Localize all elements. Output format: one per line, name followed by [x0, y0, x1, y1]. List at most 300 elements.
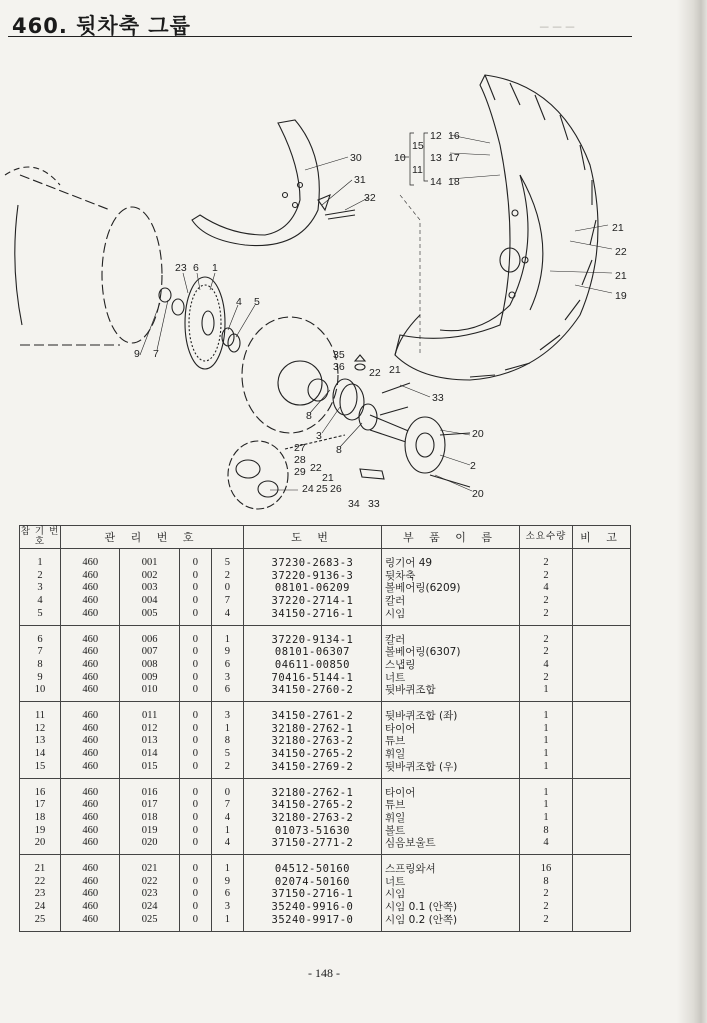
cell-quantity: 16: [519, 855, 572, 876]
callout-27: 27: [294, 442, 306, 454]
cell-check-b: 1: [211, 625, 243, 646]
table-row: [20, 735, 631, 748]
cell-quantity: 8: [519, 876, 572, 889]
cell-ref-no: 9: [20, 672, 61, 685]
table-row: [20, 837, 631, 854]
cell-check-b: 5: [211, 748, 243, 761]
cell-check-a: 0: [179, 855, 211, 876]
cell-check-b: 0: [211, 582, 243, 595]
cell-drawing-no: 32180-2762-1: [243, 723, 381, 736]
cell-quantity: 2: [519, 570, 572, 583]
cell-ref-no: 13: [20, 735, 61, 748]
table-row: [20, 855, 631, 876]
cell-quantity: 1: [519, 684, 572, 701]
callout-9: 9: [134, 348, 140, 360]
cell-quantity: 2: [519, 646, 572, 659]
cell-group-code: 460: [61, 659, 120, 672]
cell-part-name: 시임 0.1 (안쪽): [381, 901, 519, 914]
cell-item-code: 022: [120, 876, 179, 889]
cell-item-code: 010: [120, 684, 179, 701]
cell-ref-no: 11: [20, 702, 61, 723]
callout-29: 29: [294, 466, 306, 478]
cell-remarks: [572, 595, 630, 608]
cell-quantity: 1: [519, 799, 572, 812]
cell-drawing-no: 37220-9134-1: [243, 625, 381, 646]
cell-part-name: 볼베어링(6209): [381, 582, 519, 595]
cell-group-code: 460: [61, 799, 120, 812]
cell-group-code: 460: [61, 672, 120, 685]
cell-remarks: [572, 549, 630, 570]
cell-check-a: 0: [179, 825, 211, 838]
table-row: [20, 570, 631, 583]
callout-33-lower: 33: [368, 498, 380, 510]
housing-cover-drawing: [242, 317, 338, 433]
callout-34: 34: [348, 498, 360, 510]
callout-25: 25: [316, 483, 328, 495]
cell-check-a: 0: [179, 723, 211, 736]
cell-quantity: 2: [519, 608, 572, 625]
table-row: [20, 876, 631, 889]
cell-check-a: 0: [179, 914, 211, 931]
table-row: [20, 812, 631, 825]
cell-check-a: 0: [179, 646, 211, 659]
cell-drawing-no: 70416-5144-1: [243, 672, 381, 685]
exploded-parts-diagram: [0, 45, 640, 515]
cell-drawing-no: 01073-51630: [243, 825, 381, 838]
cell-group-code: 460: [61, 778, 120, 799]
callout-22-lower: 22: [310, 462, 322, 474]
cell-check-a: 0: [179, 672, 211, 685]
callout-31: 31: [354, 174, 366, 186]
table-row: [20, 646, 631, 659]
cell-check-b: 1: [211, 723, 243, 736]
table-row: [20, 672, 631, 685]
cell-remarks: [572, 761, 630, 778]
cell-quantity: 4: [519, 659, 572, 672]
cell-ref-no: 1: [20, 549, 61, 570]
cell-item-code: 025: [120, 914, 179, 931]
cell-group-code: 460: [61, 723, 120, 736]
cell-part-name: 튜브: [381, 735, 519, 748]
cell-check-a: 0: [179, 812, 211, 825]
cell-group-code: 460: [61, 812, 120, 825]
table-header-row: [20, 526, 631, 549]
cell-part-name: 타이어: [381, 778, 519, 799]
cell-check-a: 0: [179, 837, 211, 854]
cell-drawing-no: 08101-06209: [243, 582, 381, 595]
cell-quantity: 8: [519, 825, 572, 838]
cell-drawing-no: 37150-2716-1: [243, 888, 381, 901]
cell-check-b: 4: [211, 812, 243, 825]
cell-remarks: [572, 901, 630, 914]
cell-remarks: [572, 646, 630, 659]
cell-group-code: 460: [61, 582, 120, 595]
callout-13: 13: [430, 152, 442, 164]
cell-group-code: 460: [61, 837, 120, 854]
cell-part-name: 튜브: [381, 799, 519, 812]
cell-group-code: 460: [61, 684, 120, 701]
cell-group-code: 460: [61, 570, 120, 583]
callout-21-upper: 21: [612, 222, 624, 234]
cell-remarks: [572, 684, 630, 701]
cell-check-a: 0: [179, 582, 211, 595]
cell-group-code: 460: [61, 914, 120, 931]
wheel-weight-drawing: [192, 120, 355, 246]
cell-check-a: 0: [179, 901, 211, 914]
cell-check-a: 0: [179, 570, 211, 583]
cell-ref-no: 17: [20, 799, 61, 812]
cell-check-a: 0: [179, 659, 211, 672]
cell-group-code: 460: [61, 595, 120, 608]
cell-item-code: 021: [120, 855, 179, 876]
header-part-name: 부 품 이 름: [381, 526, 519, 549]
cell-item-code: 023: [120, 888, 179, 901]
cell-ref-no: 15: [20, 761, 61, 778]
cell-check-a: 0: [179, 761, 211, 778]
cell-quantity: 1: [519, 761, 572, 778]
cell-group-code: 460: [61, 646, 120, 659]
cell-remarks: [572, 837, 630, 854]
cell-part-name: 칼러: [381, 625, 519, 646]
cell-item-code: 008: [120, 659, 179, 672]
cell-group-code: 460: [61, 608, 120, 625]
cell-check-b: 4: [211, 608, 243, 625]
cell-item-code: 011: [120, 702, 179, 723]
callout-5: 5: [254, 296, 260, 308]
cell-quantity: 4: [519, 837, 572, 854]
cell-item-code: 002: [120, 570, 179, 583]
cell-item-code: 003: [120, 582, 179, 595]
cell-quantity: 1: [519, 812, 572, 825]
cell-remarks: [572, 702, 630, 723]
cell-ref-no: 12: [20, 723, 61, 736]
table-row: [20, 825, 631, 838]
callout-3: 3: [316, 430, 322, 442]
cell-remarks: [572, 825, 630, 838]
cell-check-a: 0: [179, 735, 211, 748]
cell-check-b: 6: [211, 684, 243, 701]
cell-item-code: 014: [120, 748, 179, 761]
cell-check-a: 0: [179, 778, 211, 799]
cell-remarks: [572, 812, 630, 825]
cell-quantity: 1: [519, 702, 572, 723]
cell-check-a: 0: [179, 748, 211, 761]
table-row: [20, 888, 631, 901]
cell-check-b: 3: [211, 901, 243, 914]
table-row: [20, 761, 631, 778]
header-drawing-no: 도 번: [243, 526, 381, 549]
cell-drawing-no: 35240-9917-0: [243, 914, 381, 931]
cell-drawing-no: 35240-9916-0: [243, 901, 381, 914]
cell-check-b: 5: [211, 549, 243, 570]
cell-drawing-no: 37230-2683-3: [243, 549, 381, 570]
table-row: [20, 625, 631, 646]
cell-ref-no: 21: [20, 855, 61, 876]
table-row: [20, 914, 631, 931]
cell-part-name: 칼러: [381, 595, 519, 608]
cell-part-name: 뒷차축: [381, 570, 519, 583]
cell-check-b: 7: [211, 595, 243, 608]
cell-part-name: 너트: [381, 672, 519, 685]
cell-group-code: 460: [61, 876, 120, 889]
callout-20-upper: 20: [472, 428, 484, 440]
callout-18: 18: [448, 176, 460, 188]
cell-quantity: 1: [519, 748, 572, 761]
cell-check-b: 2: [211, 570, 243, 583]
cell-item-code: 020: [120, 837, 179, 854]
cell-item-code: 017: [120, 799, 179, 812]
cell-quantity: 1: [519, 735, 572, 748]
cell-quantity: 2: [519, 888, 572, 901]
tire-wheel-drawing: [395, 75, 598, 380]
cell-part-name: 심음보울트: [381, 837, 519, 854]
cell-ref-no: 19: [20, 825, 61, 838]
cell-drawing-no: 02074-50160: [243, 876, 381, 889]
cell-ref-no: 5: [20, 608, 61, 625]
cell-drawing-no: 34150-2765-2: [243, 799, 381, 812]
cell-check-b: 0: [211, 778, 243, 799]
cell-ref-no: 23: [20, 888, 61, 901]
cell-check-a: 0: [179, 684, 211, 701]
cell-item-code: 018: [120, 812, 179, 825]
cell-item-code: 013: [120, 735, 179, 748]
cell-ref-no: 10: [20, 684, 61, 701]
cell-part-name: 너트: [381, 876, 519, 889]
cell-item-code: 007: [120, 646, 179, 659]
cell-remarks: [572, 778, 630, 799]
cell-part-name: 시임 0.2 (안쪽): [381, 914, 519, 931]
cell-quantity: 2: [519, 595, 572, 608]
cell-ref-no: 16: [20, 778, 61, 799]
cell-drawing-no: 37220-2714-1: [243, 595, 381, 608]
page-title: 460. 뒷차축 그룹: [12, 14, 191, 38]
ring-gear-drawing: [159, 277, 240, 369]
cell-check-b: 2: [211, 761, 243, 778]
cell-part-name: 휘일: [381, 812, 519, 825]
table-row: [20, 659, 631, 672]
cell-drawing-no: 04611-00850: [243, 659, 381, 672]
cell-ref-no: 20: [20, 837, 61, 854]
table-row: [20, 748, 631, 761]
cell-ref-no: 4: [20, 595, 61, 608]
cell-check-a: 0: [179, 549, 211, 570]
callout-labels: [134, 130, 627, 510]
table-row: [20, 608, 631, 625]
cell-drawing-no: 34150-2765-2: [243, 748, 381, 761]
cell-quantity: 2: [519, 625, 572, 646]
callout-16: 16: [448, 130, 460, 142]
table-row: [20, 799, 631, 812]
callout-12: 12: [430, 130, 442, 142]
parts-table: [19, 525, 631, 932]
cell-group-code: 460: [61, 748, 120, 761]
cell-remarks: [572, 723, 630, 736]
cell-item-code: 005: [120, 608, 179, 625]
cell-group-code: 460: [61, 901, 120, 914]
callout-10: 10: [394, 152, 406, 164]
callout-21-lower: 21: [615, 270, 627, 282]
cell-part-name: 볼베어링(6307): [381, 646, 519, 659]
cell-remarks: [572, 855, 630, 876]
cell-drawing-no: 34150-2769-2: [243, 761, 381, 778]
cell-drawing-no: 34150-2716-1: [243, 608, 381, 625]
callout-8-lower: 8: [336, 444, 342, 456]
cell-item-code: 006: [120, 625, 179, 646]
cell-part-name: 스냅링: [381, 659, 519, 672]
cell-check-b: 6: [211, 659, 243, 672]
callout-36: 36: [333, 361, 345, 373]
cell-part-name: 뒷바퀴조합 (좌): [381, 702, 519, 723]
header-quantity: 소요수량: [519, 526, 572, 549]
cell-part-name: 스프링와셔: [381, 855, 519, 876]
cell-item-code: 019: [120, 825, 179, 838]
callout-24: 24: [302, 483, 314, 495]
callout-20-lower: 20: [472, 488, 484, 500]
page-edge-shadow: [677, 0, 707, 1023]
bleed-through-mark: ─ ─ ─: [540, 20, 575, 36]
callout-1: 1: [212, 262, 218, 274]
cell-item-code: 024: [120, 901, 179, 914]
cell-item-code: 015: [120, 761, 179, 778]
cell-group-code: 460: [61, 761, 120, 778]
callout-17: 17: [448, 152, 460, 164]
cell-drawing-no: 34150-2761-2: [243, 702, 381, 723]
table-row: [20, 595, 631, 608]
cell-remarks: [572, 672, 630, 685]
cell-ref-no: 7: [20, 646, 61, 659]
cell-check-b: 1: [211, 914, 243, 931]
table-row: [20, 723, 631, 736]
title-underline: [8, 36, 632, 37]
cell-quantity: 2: [519, 549, 572, 570]
cell-remarks: [572, 748, 630, 761]
callout-30: 30: [350, 152, 362, 164]
callout-2: 2: [470, 460, 476, 472]
table-row: [20, 684, 631, 701]
cell-group-code: 460: [61, 888, 120, 901]
cell-remarks: [572, 914, 630, 931]
callout-26: 26: [330, 483, 342, 495]
cell-item-code: 004: [120, 595, 179, 608]
header-remarks: 비 고: [572, 526, 630, 549]
cell-check-b: 3: [211, 702, 243, 723]
cell-check-b: 8: [211, 735, 243, 748]
cell-group-code: 460: [61, 702, 120, 723]
cell-check-a: 0: [179, 876, 211, 889]
cell-check-b: 9: [211, 646, 243, 659]
cell-remarks: [572, 876, 630, 889]
callout-22-right: 22: [615, 246, 627, 258]
cell-drawing-no: 34150-2760-2: [243, 684, 381, 701]
callout-32: 32: [364, 192, 376, 204]
cell-ref-no: 3: [20, 582, 61, 595]
callout-14: 14: [430, 176, 442, 188]
callout-6: 6: [193, 262, 199, 274]
cell-remarks: [572, 608, 630, 625]
cell-drawing-no: 08101-06307: [243, 646, 381, 659]
cell-check-a: 0: [179, 799, 211, 812]
cell-part-name: 뒷바퀴조합: [381, 684, 519, 701]
cell-check-a: 0: [179, 888, 211, 901]
callout-22-mid: 22: [369, 367, 381, 379]
cell-check-a: 0: [179, 702, 211, 723]
cell-part-name: 타이어: [381, 723, 519, 736]
cell-remarks: [572, 570, 630, 583]
cell-part-name: 링기어 49: [381, 549, 519, 570]
cell-group-code: 460: [61, 855, 120, 876]
cell-part-name: 시임: [381, 608, 519, 625]
axle-housing-drawing: [5, 167, 162, 345]
callout-11: 11: [412, 164, 423, 176]
bearing-shaft-drawing: [333, 355, 470, 487]
table-row: [20, 901, 631, 914]
cell-part-name: 뒷바퀴조합 (우): [381, 761, 519, 778]
cell-check-b: 6: [211, 888, 243, 901]
cell-remarks: [572, 582, 630, 595]
cell-check-a: 0: [179, 608, 211, 625]
header-ref-no: 참 기 번 호: [20, 526, 60, 547]
cell-remarks: [572, 888, 630, 901]
cell-check-b: 9: [211, 876, 243, 889]
callout-28: 28: [294, 454, 306, 466]
cell-group-code: 460: [61, 625, 120, 646]
cell-check-a: 0: [179, 625, 211, 646]
cell-ref-no: 22: [20, 876, 61, 889]
cell-ref-no: 24: [20, 901, 61, 914]
cell-part-name: 시임: [381, 888, 519, 901]
cell-item-code: 009: [120, 672, 179, 685]
cell-quantity: 2: [519, 901, 572, 914]
cell-check-a: 0: [179, 595, 211, 608]
cell-remarks: [572, 659, 630, 672]
callout-35: 35: [333, 349, 345, 361]
cell-part-name: 볼트: [381, 825, 519, 838]
cell-group-code: 460: [61, 825, 120, 838]
cell-drawing-no: 04512-50160: [243, 855, 381, 876]
callout-7: 7: [153, 348, 159, 360]
table-row: [20, 778, 631, 799]
cell-group-code: 460: [61, 549, 120, 570]
callout-15: 15: [412, 140, 424, 152]
cell-drawing-no: 32180-2763-2: [243, 735, 381, 748]
cell-ref-no: 14: [20, 748, 61, 761]
header-management-no: 관 리 번 호: [61, 526, 244, 549]
table-row: [20, 702, 631, 723]
callout-4: 4: [236, 296, 242, 308]
cell-check-b: 1: [211, 855, 243, 876]
cell-quantity: 4: [519, 582, 572, 595]
cell-remarks: [572, 735, 630, 748]
cell-ref-no: 25: [20, 914, 61, 931]
cell-item-code: 012: [120, 723, 179, 736]
cell-part-name: 휘일: [381, 748, 519, 761]
callout-21-lower-left: 21: [322, 472, 334, 484]
table-row: [20, 582, 631, 595]
cell-item-code: 016: [120, 778, 179, 799]
cell-ref-no: 18: [20, 812, 61, 825]
callout-21-mid: 21: [389, 364, 401, 376]
page-number: - 148 -: [308, 966, 340, 980]
table-row: [20, 549, 631, 570]
cell-quantity: 1: [519, 778, 572, 799]
cell-quantity: 1: [519, 723, 572, 736]
cell-quantity: 2: [519, 672, 572, 685]
cell-drawing-no: 37150-2771-2: [243, 837, 381, 854]
cell-ref-no: 6: [20, 625, 61, 646]
cell-item-code: 001: [120, 549, 179, 570]
callout-23: 23: [175, 262, 187, 274]
cell-check-b: 4: [211, 837, 243, 854]
